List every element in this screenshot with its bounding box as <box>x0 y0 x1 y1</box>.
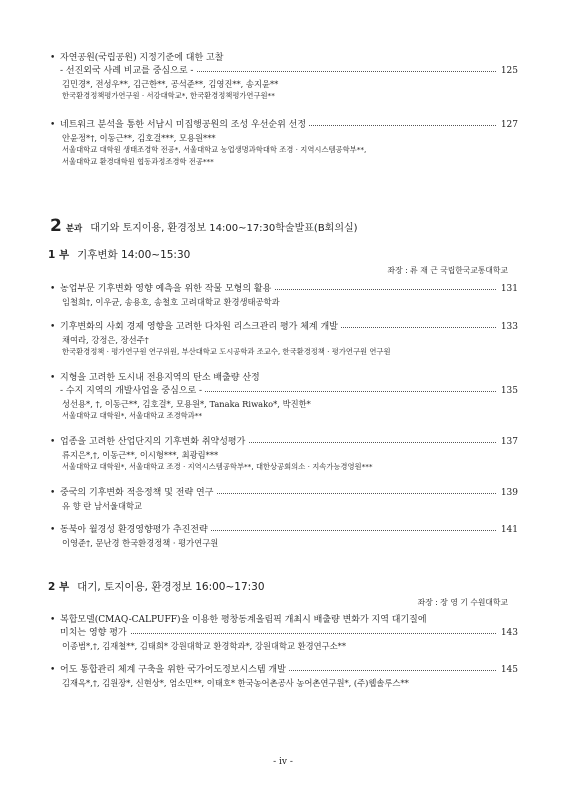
entry-title-cont: 미치는 영향 평가 <box>60 627 130 640</box>
entry-affiliation: 한국환경정책 · 평가연구원 연구위원, 부산대학교 도시공학과 조교수, 한국환경정책 · 평가연구원 연구원 <box>62 347 391 356</box>
entry-affiliation: 서울대학교 환경대학원 협동과정조경학 전공*** <box>62 157 214 166</box>
entry-title: 네트워크 분석을 통한 서남시 미집행공원의 조성 우선순위 선정 <box>60 119 309 132</box>
page-number: 137 <box>498 436 518 449</box>
toc-entry[interactable] <box>52 321 518 358</box>
entry-authors: 임철희†, 이우균, 송용호, 송철호 고려대학교 환경생태공학과 <box>62 297 280 307</box>
entry-title: 지형을 고려한 도시내 전용지역의 탄소 배출량 산정 <box>60 373 260 383</box>
toc-entry[interactable] <box>52 436 518 473</box>
entry-title: 중국의 기후변화 적응정책 및 전략 연구 <box>60 487 216 500</box>
entry-title: 농업부문 기후변화 영향 예측을 위한 작물 모형의 활용 <box>60 283 274 296</box>
entry-dot-line <box>52 524 518 537</box>
part-label: 2 부 <box>48 581 70 593</box>
page-number: 125 <box>498 65 518 78</box>
entry-dot-line <box>52 664 518 677</box>
toc-entry[interactable] <box>52 664 518 689</box>
toc-entry[interactable] <box>52 372 518 422</box>
entry-affiliation: 서울대학교 대학원*, 서울대학교 조경 · 지역시스템공학부**, 대한상공회의소 · 지속가능경영원*** <box>62 462 373 471</box>
toc-entry[interactable] <box>52 614 518 652</box>
page-number: 139 <box>498 487 518 500</box>
entry-authors: 김재옥*,†, 김원장*, 신현상*, 엄소민**, 이태호* 한국농어촌공사 농어촌연구원*, (주)웹솔루스** <box>62 678 409 688</box>
page-number: 145 <box>498 664 518 677</box>
part-title: 대기, 토지이용, 환경정보 16:00~17:30 <box>77 581 265 593</box>
entry-title-line <box>52 52 518 65</box>
bullet-icon: • <box>50 437 56 447</box>
entry-authors: 김민경*, 전성우**, 김근한**, 공석준**, 김영진**, 송지윤** <box>62 79 279 89</box>
entry-dot-line <box>52 283 518 296</box>
toc-entry[interactable] <box>52 119 518 168</box>
bullet-icon: • <box>50 488 56 498</box>
entry-authors: 채여라, 강정은, 장선주† <box>62 335 149 345</box>
page-number: 143 <box>498 627 518 640</box>
part-header <box>48 579 265 594</box>
entry-authors: 이종범*,†, 김재철**, 김태희* 강원대학교 환경학과*, 강원대학교 환경연구소** <box>62 641 346 651</box>
entry-subtitle: - 수지 지역의 개발사업을 중심으로 - <box>60 385 205 398</box>
entry-authors: 이영준†, 문난경 한국환경정책 · 평가연구원 <box>62 538 219 548</box>
section-label: 분과 <box>65 224 83 234</box>
page-number: 133 <box>498 321 518 334</box>
page-number: 131 <box>498 283 518 296</box>
entry-title: 어도 통합관리 체계 구축을 위한 국가어도정보시스템 개발 <box>60 664 289 677</box>
entry-title-line <box>52 614 518 627</box>
entry-dot-line <box>52 65 518 78</box>
bullet-icon: • <box>50 53 56 63</box>
entry-dot-line <box>52 436 518 449</box>
bullet-icon: • <box>50 615 56 625</box>
part-header <box>48 247 190 262</box>
entry-title-line <box>52 372 518 385</box>
entry-dot-line <box>52 627 518 640</box>
toc-entry[interactable] <box>52 283 518 308</box>
entry-title: 복합모델(CMAQ-CALPUFF)을 이용한 평창동계올림픽 개최시 배출량 변화가 지역 대기질에 <box>60 615 427 625</box>
bullet-icon: • <box>50 373 56 383</box>
page-footer: - iv - <box>273 757 293 767</box>
entry-authors: 안윤정*†, 이동근**, 김호걸***, 모용원*** <box>62 133 216 143</box>
entry-title: 기후변화의 사회 경제 영향을 고려한 다차원 리스크관리 평가 체계 개발 <box>60 321 341 334</box>
section-title: 대기와 토지이용, 환경정보 14:00~17:30학술발표(B회의실) <box>90 223 358 234</box>
toc-entry[interactable] <box>52 487 518 512</box>
bullet-icon: • <box>50 322 56 332</box>
entry-dot-line <box>52 119 518 132</box>
section-header <box>50 216 358 236</box>
entry-authors: 류지은*,†, 이동근**, 이시형***, 최광림*** <box>62 450 219 460</box>
session-chair: 좌장 : 장 영 기 수원대학교 <box>417 598 508 607</box>
entry-title: 자연공원(국립공원) 지정기준에 대한 고찰 <box>60 53 224 63</box>
entry-affiliation: 서울대학교 대학원*, 서울대학교 조경학과** <box>62 411 203 420</box>
entry-dot-line <box>52 487 518 500</box>
entry-dot-line <box>52 321 518 334</box>
toc-entry[interactable] <box>52 52 518 102</box>
bullet-icon: • <box>50 525 56 535</box>
entry-authors: 성선용*, †, 이동근**, 김호걸*, 모용원*, Tanaka Riwako*, 박진한* <box>62 399 311 409</box>
session-chair: 좌장 : 류 재 근 국립한국교통대학교 <box>387 266 508 275</box>
entry-dot-line <box>52 385 518 398</box>
bullet-icon: • <box>50 284 56 294</box>
page-number: 135 <box>498 385 518 398</box>
toc-entry[interactable] <box>52 524 518 549</box>
entry-title: 동북아 월경성 환경영향평가 추진전략 <box>60 524 211 537</box>
page-number: 141 <box>498 524 518 537</box>
page-number: 127 <box>498 119 518 132</box>
entry-affiliation: 한국환경정책평가연구원 · 서강대학교*, 한국환경정책평가연구원** <box>62 91 275 100</box>
entry-title: 업종을 고려한 산업단지의 기후변화 취약성평가 <box>60 436 248 449</box>
entry-subtitle: - 선진외국 사례 비교를 중심으로 - <box>60 65 196 78</box>
bullet-icon: • <box>50 120 56 130</box>
entry-affiliation: 서울대학교 대학원 생태조경학 전공*, 서울대학교 농업생명과학대학 조경 · 지역시스템공학부**, <box>62 145 367 154</box>
part-label: 1 부 <box>48 249 70 261</box>
entry-authors: 유 향 란 남서울대학교 <box>62 501 143 511</box>
section-number: 2 <box>50 216 62 236</box>
bullet-icon: • <box>50 665 56 675</box>
part-title: 기후변화 14:00~15:30 <box>77 249 191 261</box>
